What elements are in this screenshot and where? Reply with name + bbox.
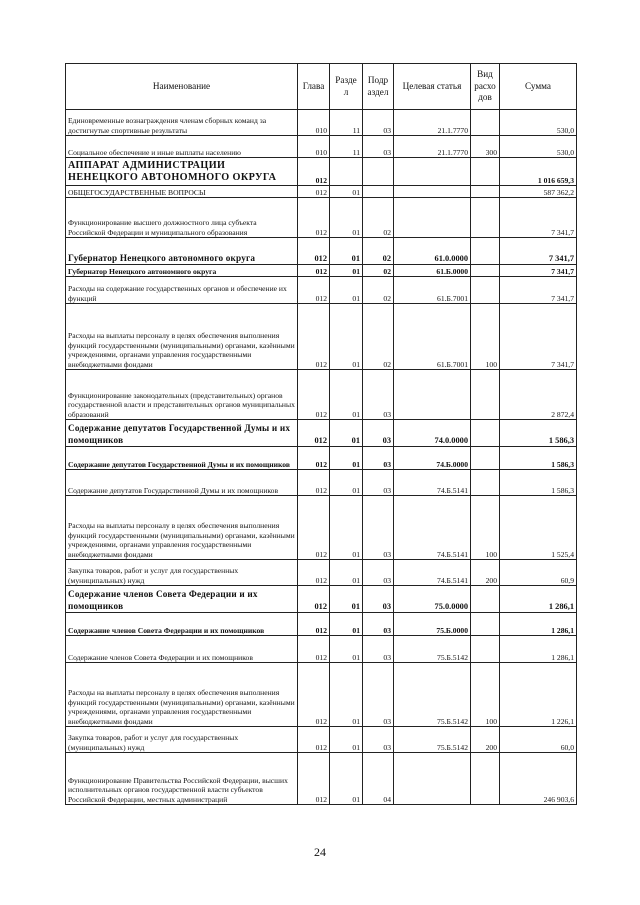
row-glava: 012 xyxy=(298,636,330,663)
row-sum: 1 226,1 xyxy=(500,663,577,727)
row-glava: 012 xyxy=(298,613,330,636)
row-podrazdel: 03 xyxy=(363,496,394,560)
row-sum: 530,0 xyxy=(500,110,577,136)
row-podrazdel: 03 xyxy=(363,560,394,586)
row-razdel: 01 xyxy=(330,238,363,265)
row-razdel: 01 xyxy=(330,186,363,198)
row-sum: 1 286,1 xyxy=(500,586,577,613)
row-name: Содержание членов Совета Федерации и их помощников xyxy=(66,613,298,636)
row-name: Расходы на выплаты персоналу в целях обеспечения выполнения функций государственными (муниципальными) органами, казёнными учреждениями, органами управления государственными внебюджетными фондами xyxy=(66,496,298,560)
row-razdel xyxy=(330,158,363,186)
row-podrazdel: 03 xyxy=(363,586,394,613)
row-vid xyxy=(471,753,500,805)
table-row xyxy=(66,753,577,805)
row-sum: 7 341,7 xyxy=(500,198,577,238)
row-name: Расходы на выплаты персоналу в целях обеспечения выполнения функций государственными (муниципальными) органами, казёнными учреждениями, органами управления государственными внебюджетными фондами xyxy=(66,663,298,727)
table-row xyxy=(66,238,577,265)
row-sum: 7 341,7 xyxy=(500,238,577,265)
row-target xyxy=(394,158,471,186)
row-glava: 012 xyxy=(298,420,330,447)
row-name: АППАРАТ АДМИНИСТРАЦИИ НЕНЕЦКОГО АВТОНОМНОГО ОКРУГА xyxy=(66,158,298,186)
row-podrazdel: 03 xyxy=(363,636,394,663)
row-glava: 012 xyxy=(298,198,330,238)
row-podrazdel: 03 xyxy=(363,420,394,447)
row-target: 74.Б.0000 xyxy=(394,447,471,470)
row-name: Содержание членов Совета Федерации и их помощников xyxy=(66,586,298,613)
header-glava: Глава xyxy=(298,64,330,110)
row-target: 21.1.7770 xyxy=(394,110,471,136)
row-sum: 246 903,6 xyxy=(500,753,577,805)
row-podrazdel: 02 xyxy=(363,277,394,304)
row-sum: 1 586,3 xyxy=(500,447,577,470)
row-razdel: 01 xyxy=(330,198,363,238)
row-target xyxy=(394,198,471,238)
header-vid: Вид расхо дов xyxy=(471,64,500,110)
row-razdel: 01 xyxy=(330,277,363,304)
row-vid xyxy=(471,198,500,238)
table-row xyxy=(66,613,577,636)
row-vid: 200 xyxy=(471,560,500,586)
row-vid xyxy=(471,613,500,636)
row-target: 74.Б.5141 xyxy=(394,496,471,560)
table-row xyxy=(66,265,577,277)
table-row xyxy=(66,496,577,560)
row-podrazdel: 02 xyxy=(363,238,394,265)
row-razdel: 01 xyxy=(330,663,363,727)
row-sum: 1 016 659,3 xyxy=(500,158,577,186)
header-podrazdel: Подр аздел xyxy=(363,64,394,110)
row-target: 61.Б.7001 xyxy=(394,304,471,370)
row-razdel: 01 xyxy=(330,470,363,496)
header-sum: Сумма xyxy=(500,64,577,110)
row-target xyxy=(394,370,471,420)
row-vid: 200 xyxy=(471,727,500,753)
row-razdel: 01 xyxy=(330,560,363,586)
row-podrazdel: 02 xyxy=(363,265,394,277)
row-name: Закупка товаров, работ и услуг для государственных (муниципальных) нужд xyxy=(66,727,298,753)
header-target: Целевая статья xyxy=(394,64,471,110)
row-glava: 012 xyxy=(298,277,330,304)
row-vid xyxy=(471,186,500,198)
row-razdel: 11 xyxy=(330,136,363,158)
row-name: Содержание депутатов Государственной Думы и их помощников xyxy=(66,420,298,447)
row-glava: 012 xyxy=(298,727,330,753)
row-podrazdel: 04 xyxy=(363,753,394,805)
row-razdel: 01 xyxy=(330,420,363,447)
row-glava: 012 xyxy=(298,586,330,613)
row-vid xyxy=(471,447,500,470)
table-row xyxy=(66,186,577,198)
row-name: Содержание депутатов Государственной Думы и их помощников xyxy=(66,470,298,496)
row-target: 75.Б.5142 xyxy=(394,636,471,663)
row-target: 61.0.0000 xyxy=(394,238,471,265)
header-name: Наименование xyxy=(66,64,298,110)
row-vid xyxy=(471,265,500,277)
row-razdel: 11 xyxy=(330,110,363,136)
row-sum: 7 341,7 xyxy=(500,304,577,370)
row-razdel: 01 xyxy=(330,753,363,805)
table-row xyxy=(66,470,577,496)
row-name: Функционирование Правительства Российской Федерации, высших исполнительных органов государственной власти субъектов Российской Федерации, местных администраций xyxy=(66,753,298,805)
row-glava: 012 xyxy=(298,238,330,265)
row-name: Губернатор Ненецкого автономного округа xyxy=(66,265,298,277)
row-vid xyxy=(471,158,500,186)
row-sum: 1 586,3 xyxy=(500,420,577,447)
row-razdel: 01 xyxy=(330,496,363,560)
row-vid xyxy=(471,110,500,136)
row-sum: 7 341,7 xyxy=(500,277,577,304)
table-row xyxy=(66,447,577,470)
row-podrazdel xyxy=(363,186,394,198)
table-row xyxy=(66,136,577,158)
row-vid: 100 xyxy=(471,496,500,560)
row-razdel: 01 xyxy=(330,636,363,663)
row-sum: 2 872,4 xyxy=(500,370,577,420)
row-sum: 7 341,7 xyxy=(500,265,577,277)
row-sum: 1 525,4 xyxy=(500,496,577,560)
row-vid xyxy=(471,277,500,304)
row-glava: 012 xyxy=(298,663,330,727)
row-podrazdel: 03 xyxy=(363,136,394,158)
row-target: 21.1.7770 xyxy=(394,136,471,158)
row-vid: 300 xyxy=(471,136,500,158)
row-podrazdel: 03 xyxy=(363,727,394,753)
row-glava: 012 xyxy=(298,370,330,420)
row-target xyxy=(394,186,471,198)
row-glava: 012 xyxy=(298,496,330,560)
row-name: Функционирование высшего должностного лица субъекта Российской Федерации и муниципального образования xyxy=(66,198,298,238)
header-razdel: Разде л xyxy=(330,64,363,110)
row-razdel: 01 xyxy=(330,304,363,370)
table-row xyxy=(66,727,577,753)
row-glava: 012 xyxy=(298,265,330,277)
row-sum: 1 286,1 xyxy=(500,613,577,636)
row-target: 75.Б.5142 xyxy=(394,727,471,753)
row-razdel: 01 xyxy=(330,447,363,470)
row-razdel: 01 xyxy=(330,370,363,420)
row-sum: 60,0 xyxy=(500,727,577,753)
row-podrazdel: 03 xyxy=(363,370,394,420)
row-name: Единовременные вознаграждения членам сборных команд за достигнутые спортивные результаты xyxy=(66,110,298,136)
row-sum: 1 586,3 xyxy=(500,470,577,496)
row-target: 75.Б.0000 xyxy=(394,613,471,636)
table-row xyxy=(66,110,577,136)
row-sum: 530,0 xyxy=(500,136,577,158)
row-glava: 012 xyxy=(298,158,330,186)
row-target: 75.0.0000 xyxy=(394,586,471,613)
row-glava: 012 xyxy=(298,447,330,470)
row-target: 74.0.0000 xyxy=(394,420,471,447)
row-glava: 012 xyxy=(298,186,330,198)
row-vid xyxy=(471,636,500,663)
row-glava: 012 xyxy=(298,753,330,805)
row-razdel: 01 xyxy=(330,265,363,277)
row-target: 61.Б.0000 xyxy=(394,265,471,277)
table-row xyxy=(66,420,577,447)
row-name: Содержание депутатов Государственной Думы и их помощников xyxy=(66,447,298,470)
row-vid xyxy=(471,420,500,447)
table-row xyxy=(66,560,577,586)
budget-table xyxy=(65,63,577,805)
table-row xyxy=(66,198,577,238)
page-number: 24 xyxy=(314,845,326,859)
row-sum: 587 362,2 xyxy=(500,186,577,198)
row-glava: 010 xyxy=(298,110,330,136)
row-sum: 1 286,1 xyxy=(500,636,577,663)
header-row xyxy=(66,64,577,110)
row-vid xyxy=(471,586,500,613)
row-razdel: 01 xyxy=(330,586,363,613)
row-vid xyxy=(471,238,500,265)
row-vid: 100 xyxy=(471,663,500,727)
row-podrazdel: 03 xyxy=(363,663,394,727)
table-row xyxy=(66,586,577,613)
row-podrazdel: 03 xyxy=(363,110,394,136)
row-name: Социальное обеспечение и иные выплаты населению xyxy=(66,136,298,158)
row-name: Функционирование законодательных (представительных) органов государственной власти и представительных органов муниципальных образований xyxy=(66,370,298,420)
row-podrazdel xyxy=(363,158,394,186)
row-razdel: 01 xyxy=(330,613,363,636)
row-podrazdel: 03 xyxy=(363,447,394,470)
row-target: 74.Б.5141 xyxy=(394,470,471,496)
row-vid xyxy=(471,470,500,496)
row-sum: 60,9 xyxy=(500,560,577,586)
row-name: Закупка товаров, работ и услуг для государственных (муниципальных) нужд xyxy=(66,560,298,586)
row-name: ОБЩЕГОСУДАРСТВЕННЫЕ ВОПРОСЫ xyxy=(66,186,298,198)
row-podrazdel: 02 xyxy=(363,198,394,238)
table-row xyxy=(66,636,577,663)
row-name: Губернатор Ненецкого автономного округа xyxy=(66,238,298,265)
row-vid xyxy=(471,370,500,420)
table-row xyxy=(66,370,577,420)
row-glava: 010 xyxy=(298,136,330,158)
row-podrazdel: 03 xyxy=(363,470,394,496)
row-name: Расходы на содержание государственных органов и обеспечение их функций xyxy=(66,277,298,304)
row-target: 61.Б.7001 xyxy=(394,277,471,304)
table-row xyxy=(66,158,577,186)
row-podrazdel: 02 xyxy=(363,304,394,370)
row-glava: 012 xyxy=(298,560,330,586)
table-row xyxy=(66,304,577,370)
row-target: 75.Б.5142 xyxy=(394,663,471,727)
row-name: Содержание членов Совета Федерации и их помощников xyxy=(66,636,298,663)
table-row xyxy=(66,663,577,727)
row-target xyxy=(394,753,471,805)
row-vid: 100 xyxy=(471,304,500,370)
table-row xyxy=(66,277,577,304)
row-target: 74.Б.5141 xyxy=(394,560,471,586)
row-name: Расходы на выплаты персоналу в целях обеспечения выполнения функций государственными (муниципальными) органами, казёнными учреждениями, органами управления государственными внебюджетными фондами xyxy=(66,304,298,370)
row-glava: 012 xyxy=(298,304,330,370)
row-razdel: 01 xyxy=(330,727,363,753)
row-glava: 012 xyxy=(298,470,330,496)
row-podrazdel: 03 xyxy=(363,613,394,636)
